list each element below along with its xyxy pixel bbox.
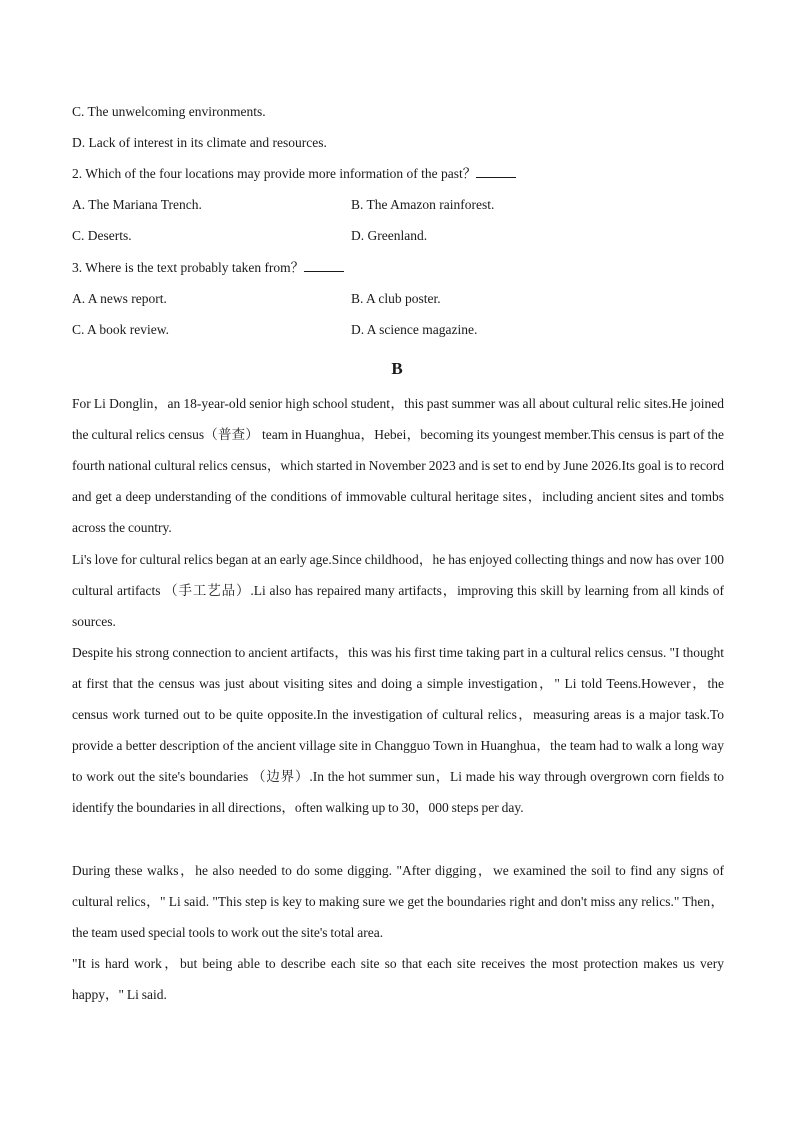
passage-paragraph-5: "It is hard work，but being able to describe each site so that each site receives the most protection makes us very happy，" Li said. (72, 956, 724, 1003)
q3-question (72, 260, 344, 276)
passage-paragraph-1: For Li Donglin，an 18-year-old senior high school student，this past summer was all about cultural relic sites.He joined the cultural relics census（普查） team in Huanghua，Hebei，becoming its youngest member.This census is part of the fourth national cultural relics census，which started in November 2023 and is set to end by June 2026.Its goal is to record and get a deep understanding of the conditions of immovable cultural heritage sites，including ancient sites and tombs across the country. (72, 396, 724, 536)
passage-paragraph-3: Despite his strong connection to ancient artifacts，this was his first time taking part in a cultural relics census. "I thought at first that the census was just about visiting sites and doing a simple investigation，" Li told Teens.However，the census work turned out to be quite opposite.In the investigation of cultural relics，measuring areas is a major task.To provide a better description of the ancient village site in Changguo Town in Huanghua，the team had to walk a long way to work out the site's boundaries （边界）.In the hot summer sun，Li made his way through overgrown corn fields to identify the boundaries in all directions，often walking up to 30，000 steps per day. (72, 645, 724, 816)
answer-blank (476, 166, 516, 178)
q1-option-c: C. The unwelcoming environments. (72, 104, 266, 119)
q2-option-a: A. The Mariana Trench. (72, 197, 202, 212)
q2-option-b: B. The Amazon rainforest. (351, 197, 495, 212)
passage-paragraph-2: Li's love for cultural relics began at an early age.Since childhood，he has enjoyed collecting things and now has over 100 cultural artifacts （手工艺品）.Li also has repaired many artifacts，improving this skill by learning from all kinds of sources. (72, 552, 724, 630)
q3-question-text: 3. Where is the text probably taken from？ (72, 260, 305, 275)
q2-option-d: D. Greenland. (351, 228, 428, 243)
q1-option-d: D. Lack of interest in its climate and resources. (72, 135, 327, 150)
q3-option-d: D. A science magazine. (351, 322, 478, 337)
q2-question-text: 2. Which of the four locations may provide more information of the past？ (72, 166, 477, 181)
q3-option-b: B. A club poster. (351, 291, 441, 306)
q3-option-a: A. A news report. (72, 291, 167, 306)
passage-paragraph-4: During these walks，he also needed to do some digging. "After digging，we examined the soil to find any signs of cultural relics，" Li said. "This step is key to making sure we get the boundaries right and don't miss any relics." Then，the team used special tools to work out the site's total area. (72, 863, 724, 941)
answer-blank (304, 260, 344, 272)
q2-question (72, 166, 516, 182)
q2-option-c: C. Deserts. (72, 228, 132, 243)
section-title: B (391, 359, 403, 378)
q3-option-c: C. A book review. (72, 322, 169, 337)
